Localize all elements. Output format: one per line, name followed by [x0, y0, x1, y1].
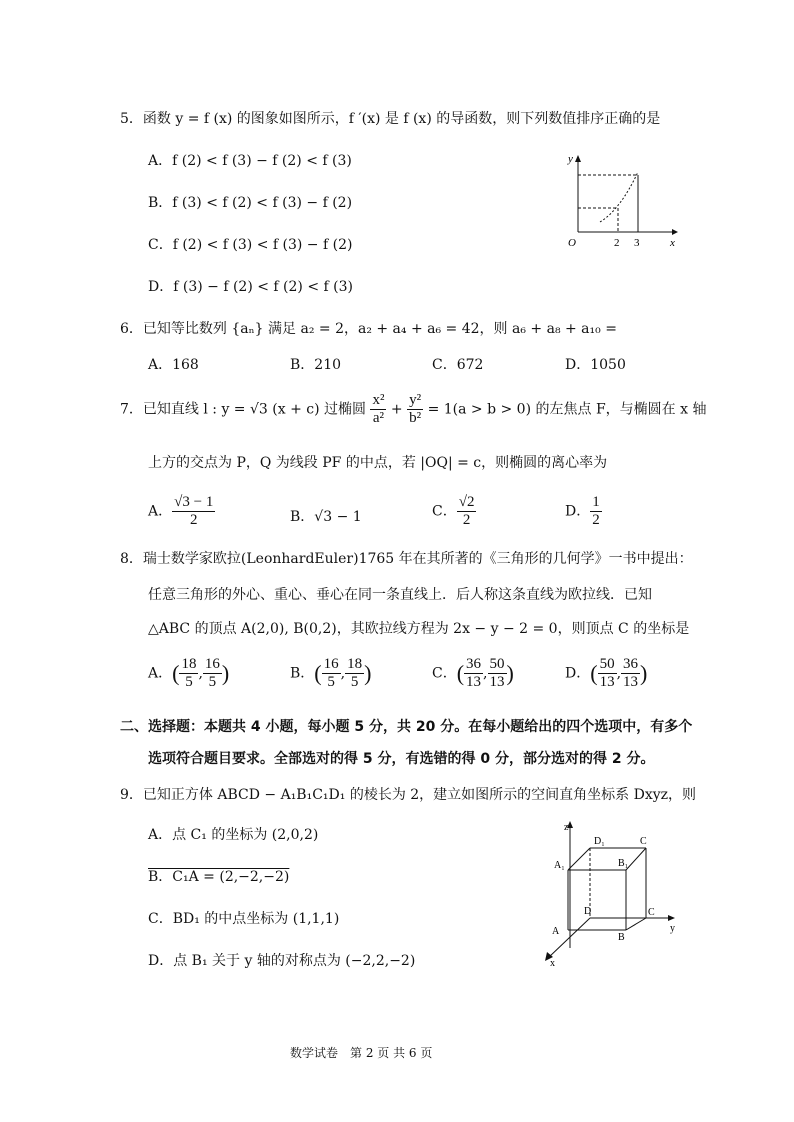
q9-option-c: C．BD₁ 的中点坐标为 (1,1,1) [148, 911, 340, 927]
graph-x-label: x [670, 237, 675, 249]
q7-option-d: D． $\frac{1}{2}$ [565, 494, 600, 528]
cube-d-label: D [584, 906, 592, 917]
q9-stem: 9．已知正方体 ABCD − A₁B₁C₁D₁ 的棱长为 2，建立如图所示的空间直角坐标系 Dxyz，则 [120, 787, 697, 803]
q6-stem: 6．已知等比数列 {aₙ} 满足 a₂ = 2，a₂ + a₄ + a₆ = 42，则 a₆ + a₈ + a₁₀ = [120, 321, 617, 337]
q6-option-a: A．168 [148, 357, 199, 373]
q9-option-d: D．点 B₁ 关于 y 轴的对称点为 (−2,2,−2) [148, 953, 416, 969]
cube-a-label: A [552, 926, 560, 937]
graph-y-label: y [568, 153, 573, 165]
cube-a1-label: A₁ [554, 860, 565, 871]
q6-option-b: B．210 [290, 357, 342, 373]
q6-option-d: D．1050 [565, 357, 626, 373]
q7-option-b: B．√3 − 1 [290, 509, 362, 525]
graph-tick-3: 3 [634, 237, 640, 249]
q5-option-a: A．f (2) < f (3) − f (2) < f (3) [148, 153, 352, 169]
page-footer: 数学试卷 第 2 页 共 6 页 [290, 1046, 433, 1060]
graph-tick-2: 2 [614, 237, 620, 249]
q9-cube-diagram [540, 818, 685, 968]
q9-option-a: A．点 C₁ 的坐标为 (2,0,2) [148, 827, 319, 843]
cube-x-label: x [550, 958, 555, 968]
cube-c1-label: C [640, 836, 647, 847]
section2-line1: 二、选择题：本题共 4 小题，每小题 5 分，共 20 分。在每小题给出的四个选项中，有多个 [120, 719, 693, 735]
q7-plus: + [390, 401, 403, 418]
q7-stem-part1: 7．已知直线 l : y = √3 (x + c) 过椭圆 [120, 401, 367, 418]
q8-option-c: C．( $\frac{36}{13}$ , $\frac{50}{13}$ ) [432, 656, 514, 690]
graph-origin-label: O [568, 237, 576, 249]
q9-option-b: B．C₁A = (2,−2,−2) [148, 869, 290, 885]
q7-frac-x: $\frac{\text{x²}}{\text{a²}}$ [372, 392, 385, 426]
q7-option-c: C． $\frac{√2}{2}$ [432, 494, 475, 528]
q5-option-d: D．f (3) − f (2) < f (2) < f (3) [148, 279, 353, 295]
q7-stem-part2: = 1(a > b > 0) 的左焦点 F，与椭圆在 x 轴 [427, 401, 707, 418]
cube-b-label: B [618, 932, 625, 943]
cube-z-label: z [564, 822, 569, 833]
q7-frac-y: $\frac{\text{y²}}{\text{b²}}$ [409, 392, 422, 426]
q8-option-b: B．( $\frac{16}{5}$ , $\frac{18}{5}$ ) [290, 656, 372, 690]
q7-stem [120, 392, 706, 427]
q5-option-b: B．f (3) < f (2) < f (3) − f (2) [148, 195, 353, 211]
q5-stem: 5．函数 y = f (x) 的图象如图所示，f ′(x) 是 f (x) 的导函数，则下列数值排序正确的是 [120, 111, 661, 127]
q7-option-a: A． $\frac{√3 - 1}{2}$ [148, 494, 214, 528]
q5-option-c: C．f (2) < f (3) < f (3) − f (2) [148, 237, 353, 253]
cube-b1-label: B₁ [618, 858, 629, 869]
cube-c-label: C [648, 907, 655, 918]
cube-y-label: y [670, 923, 675, 934]
q8-line3: △ABC 的顶点 A(2,0), B(0,2)，其欧拉线方程为 2x − y − 2 = 0，则顶点 C 的坐标是 [148, 621, 690, 637]
q8-line2: 任意三角形的外心、重心、垂心在同一条直线上．后人称这条直线为欧拉线．已知 [148, 587, 652, 603]
q8-option-d: D．( $\frac{50}{13}$ , $\frac{36}{13}$ ) [565, 656, 648, 690]
section2-line2: 选项符合题目要求。全部选对的得 5 分，有选错的得 0 分，部分选对的得 2 分。 [148, 751, 655, 767]
q7-stem-line3: 上方的交点为 P，Q 为线段 PF 的中点，若 |OQ| = c，则椭圆的离心率为 [148, 455, 608, 471]
q6-option-c: C．672 [432, 357, 484, 373]
cube-d1-label: D₁ [594, 836, 605, 847]
q5-function-graph [560, 150, 680, 250]
q8-line1: 8．瑞士数学家欧拉(LeonhardEuler)1765 年在其所著的《三角形的几何学》一书中提出： [120, 551, 693, 567]
q8-option-a: A．( $\frac{18}{5}$ , $\frac{16}{5}$ ) [148, 656, 230, 690]
